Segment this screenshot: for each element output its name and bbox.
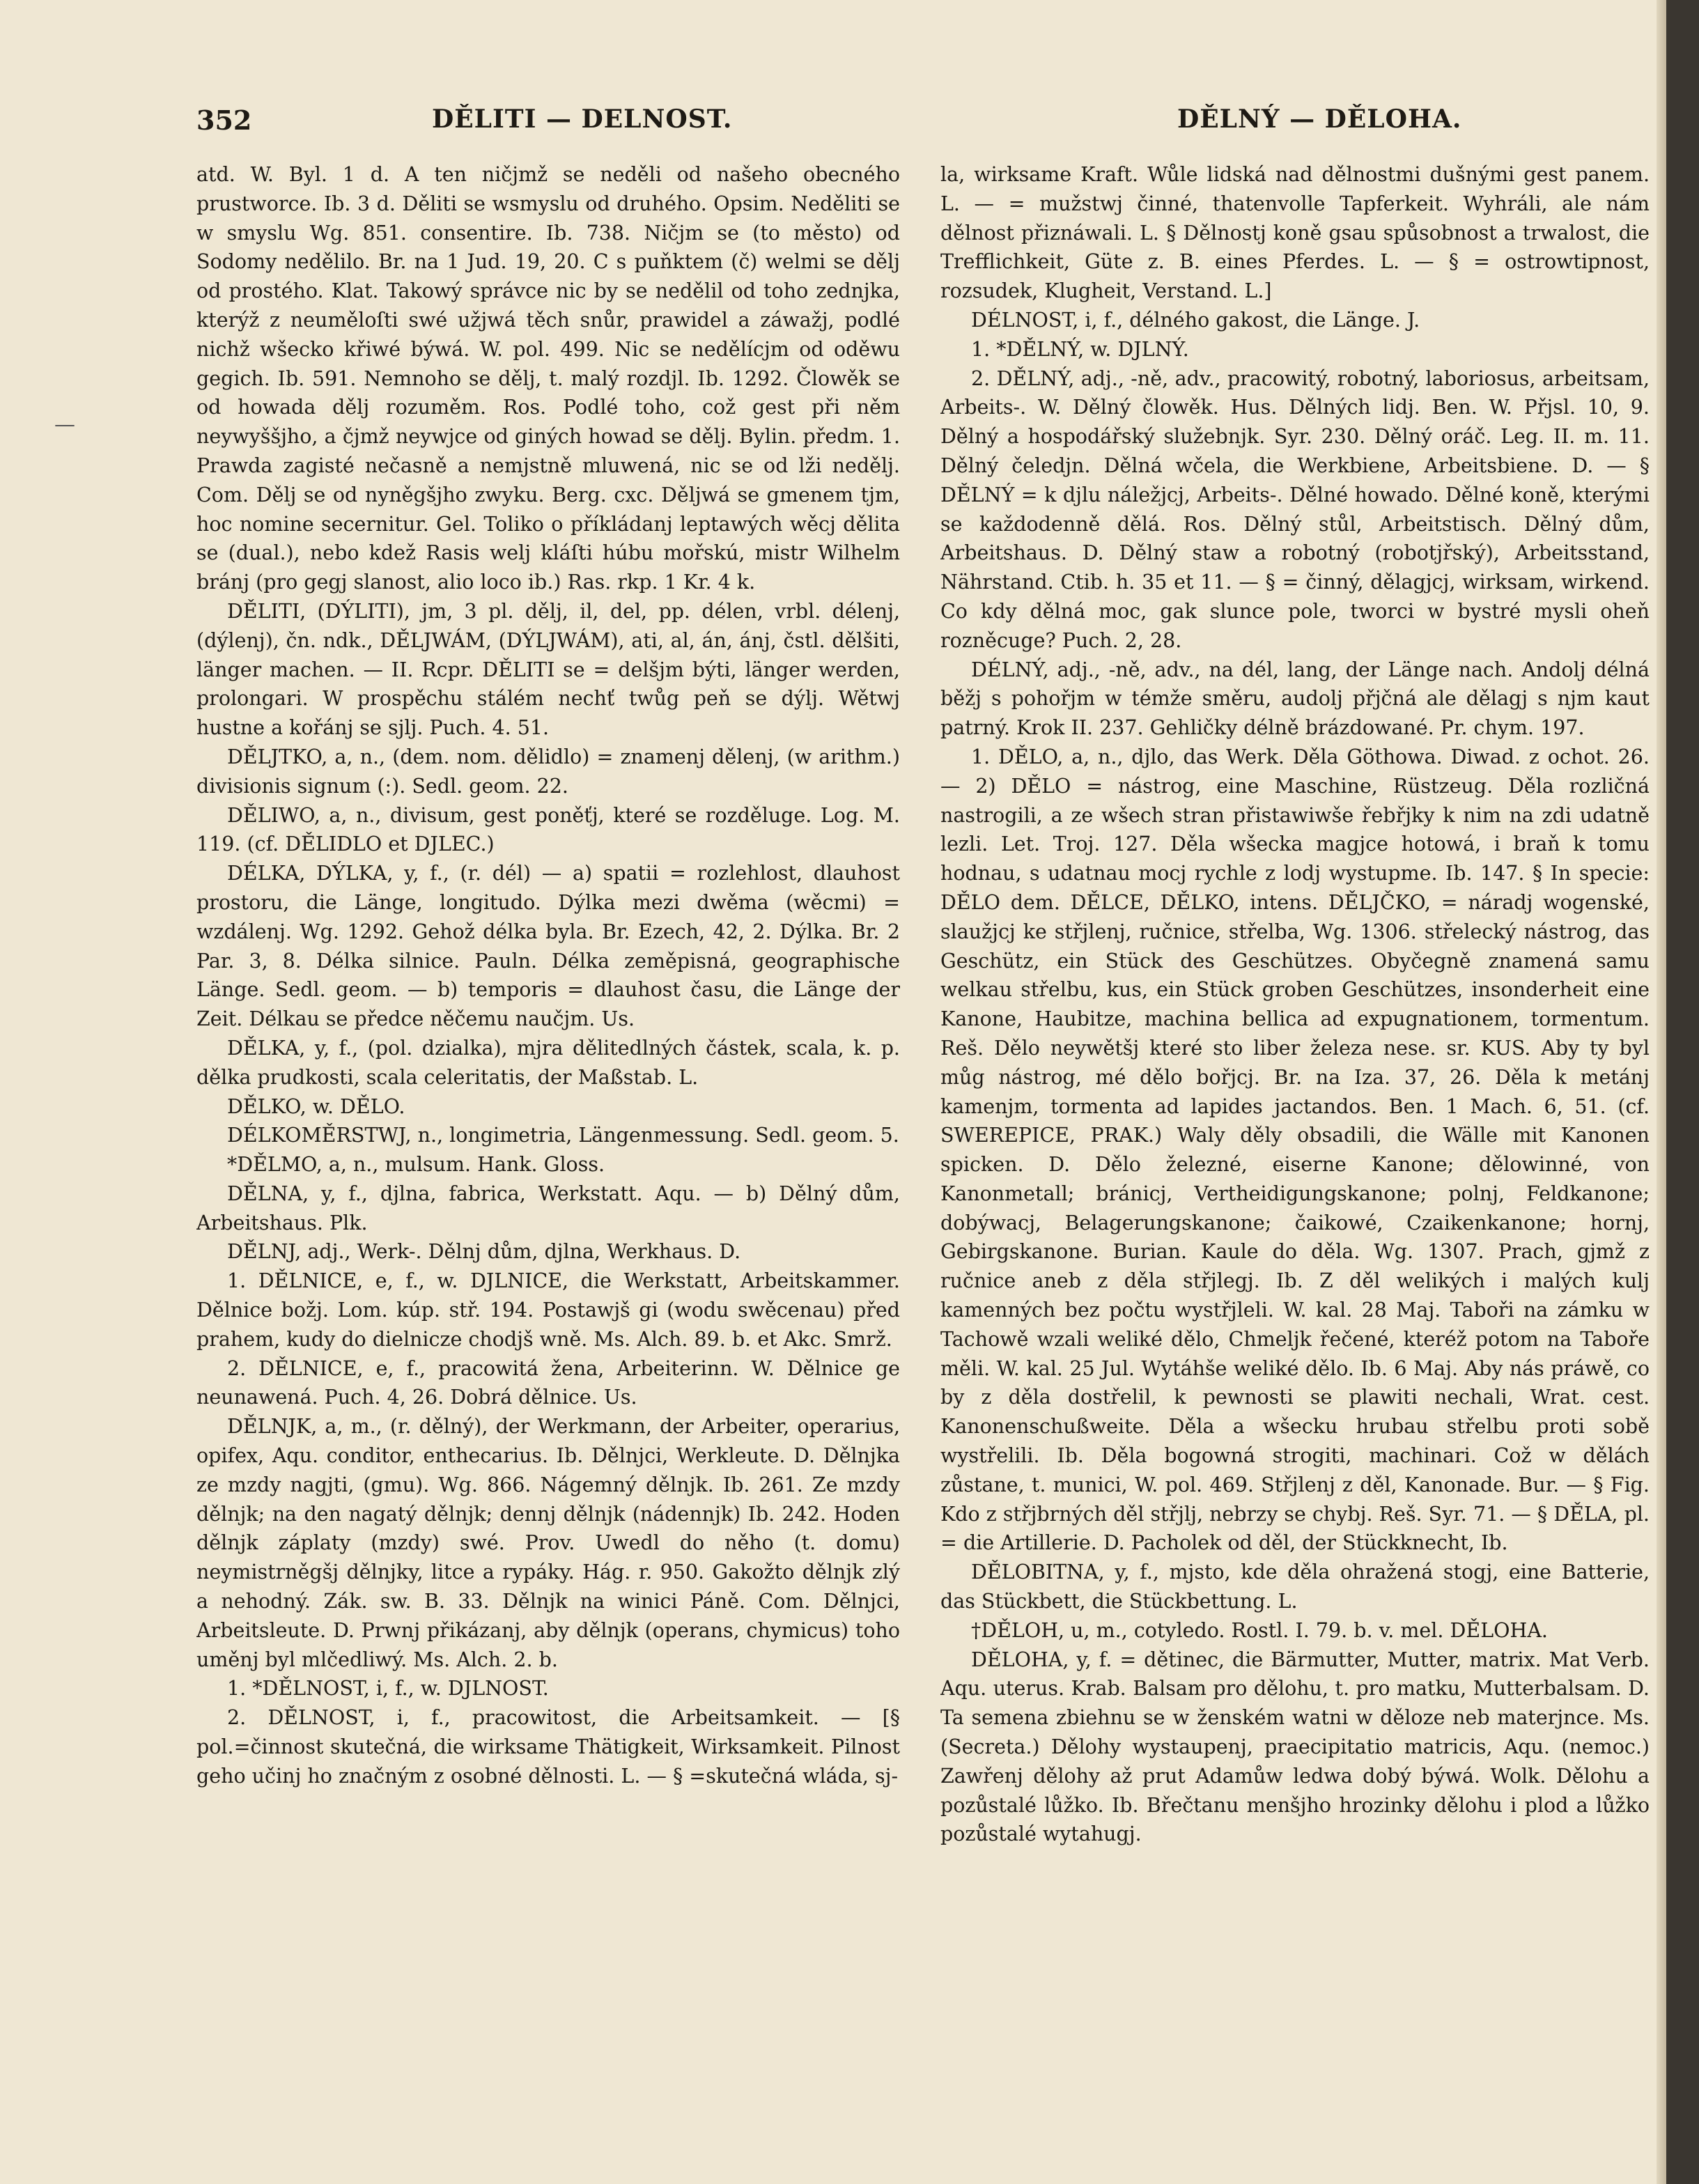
book-edge — [1666, 0, 1699, 2184]
right-running-head: DĚLNÝ — DĚLOHA. — [1177, 104, 1462, 134]
dictionary-entry: DĚLKO, w. DĚLO. — [227, 1094, 405, 1118]
dictionary-entry: DĚLJTKO, a, n., (dem. nom. dělidlo) = znamenj dělenj, (w arithm.) divisionis signum (:). Sedl. geom. 22. — [196, 745, 900, 798]
dictionary-entry: DĚLNJ, adj., Werk-. Dělnj dům, djlna, Werkhaus. D. — [227, 1240, 741, 1264]
dictionary-entry: atd. W. Byl. 1 d. A ten ničjmž se neděli od našeho obecného prustworce. Ib. 3 d. Děliti se wsmyslu od druhého. Opsim. Neděliti se w smyslu Wg. 851. consentire. Ib. 738. Ničjm se (to město) od Sodomy nedělilo. Br. na 1 Jud. 19, 20. C s puňktem (č) welmi se dělj od prostého. Klat. Takowý správce nic by se nedělil od toho zednjka, kterýž z neuměloſti swé užjwá těch snůr, prawidel a záwažj, podlé nichž wšecko křiwé býwá. W. pol. 499. Nic se nedělícjm od oděwu gegich. Ib. 591. Nemnoho se dělj, t. malý rozdjl. Ib. 1292. Člowěk se od howada dělj rozuměm. Ros. Podlé toho, což gest při něm neywyššjho, a čjmž neywjce od giných howad se dělj. Bylin. předm. 1. Prawda zagisté nečasně a nemjstně mluwená, nic se od lži nedělj. Com. Dělj se od nyněgšjho zwyku. Berg. cxc. Děljwá se gmenem tjm, hoc nomine secernitur. Gel. Toliko o příkládanj leptawých wěcj dělita se (dual.), nebo kdež Rasis welj kláſti húbu mořskú, mistr Wilhelm bránj (pro gegj slanost, alio loco ib.) Ras. rkp. 1 Kr. 4 k. — [196, 163, 900, 594]
dictionary-entry: DĚLNA, y, f., djlna, fabrica, Werkstatt. Aqu. — b) Dělný dům, Arbeitshaus. Plk. — [196, 1182, 900, 1234]
dictionary-entry: 1. DĚLO, a, n., djlo, das Werk. Děla Göthowa. Diwad. z ochot. 26. — 2) DĚLO = nástrog, eine Maschine, Rüstzeug. Děla rozličná nastrogili, a ze wšech stran přistawiwše řebřjky k nim na zdi udatně lezli. Let. Troj. 127. Děla wšecka magjce hotowá, i braň k tomu hodnau, s udatnau mocj rychle z lodj wystupme. Ib. 147. § In specie: DĚLO dem. DĚLCE, DĚLKO, intens. DĚLJČKO, = náradj wogenské, slaužjcj ke střjlenj, ručnice, střelba, Wg. 1306. střelecký nástrog, das Geschütz, ein Stück des Geschützes. Obyčegně znamená samu welkau střelbu, kus, ein Stück groben Geschützes, insonderheit eine Kanone, Haubitze, machina bellica ad expugnationem, tormentum. Reš. Dělo neywětšj které sto liber železa nese. sr. KUS. Aby ty byl můg nástrog, mé dělo bořjcj. Br. na Iza. 37, 26. Děla k metánj kamenjm, tormenta ad lapides jactandos. Ben. 1 Mach. 6, 51. (cf. SWEREPICE, PRAK.) Waly děly obsadili, die Wälle mit Kanonen spicken. D. Dělo železné, eiserne Kanone; dělowinné, von Kanonmetall; bránicj, Vertheidigungskanone; polnj, Feldkanone; dobýwacj, Belagerungskanone; čaikowé, Czaikenkanone; hornj, Gebirgskanone. Burian. Kaule do děla. Wg. 1307. Prach, gjmž z ručnice aneb z děla střjlegj. Ib. Z děl welikých i malých kulj kamenných bez počtu wystřjleli. W. kal. 28 Maj. Taboři na zámku w Tachowě wzali weliké dělo, Chmeljk řečené, kteréž potom na Taboře měli. W. kal. 25 Jul. Wytáhše weliké dělo. Ib. 6 Maj. Aby nás práwě, co by z děla dostřelil, k pewnosti se plawiti nechali, Wrat. cest. Kanonenschußweite. Děla a wšecku hrubau střelbu proti sobě wystřelili. Ib. Děla bogowná strogiti, machinari. Což w dělách zůstane, t. munici, W. pol. 469. Střjlenj z děl, Kanonade. Bur. — § Fig. Kdo z střjbrných děl střjlj, nebrzy se chybj. Reš. Syr. 71. — § DĚLA, pl. = die Artillerie. D. Pacholek od děl, der Stückknecht, Ib. — [940, 745, 1650, 1555]
dictionary-entry: DÉLNÝ, adj., -ně, adv., na dél, lang, der Länge nach. Andolj délná běžj s pohořjm w témže směru, audolj přjčná ale dělagj s njm kaut patrný. Krok II. 237. Gehličky délně brázdowané. Pr. chym. 197. — [940, 658, 1650, 740]
dictionary-entry: DÉLKA, DÝLKA, y, f., (r. dél) — a) spatii = rozlehlost, dlauhost prostoru, die Länge, longitudo. Dýlka mezi dwěma (wěcmi) = wzdálenj. Wg. 1292. Gehož délka byla. Br. Ezech, 42, 2. Dýlka. Br. 2 Par. 3, 8. Délka silnice. Pauln. Délka zeměpisná, geographische Länge. Sedl. geom. — b) temporis = dlauhost času, die Länge der Zeit. Délkau se předce něčemu naučjm. Us. — [196, 862, 900, 1031]
dictionary-entry: 1. *DĚLNOST, i, f., w. DJLNOST. — [227, 1677, 549, 1701]
dictionary-entry: DĚLKA, y, f., (pol. dzialka), mjra dělitedlných částek, scala, k. p. dělka prudkosti, scala celeritatis, der Maßstab. L. — [196, 1036, 900, 1089]
margin-mark: — — [54, 412, 75, 437]
dictionary-entry: DĚLNJK, a, m., (r. dělný), der Werkmann, der Arbeiter, operarius, opifex, Aqu. conditor, enthecarius. Ib. Dělnjci, Werkleute. D. Dělnjka ze mzdy nagjti, (gmu). Wg. 866. Nágemný dělnjk. Ib. 261. Ze mzdy dělnjk; na den nagatý dělnjk; dennj dělnjk (nádennjk) Ib. 242. Hoden dělnjk záplaty (mzdy) swé. Prov. Uwedl do něho (t. domu) neymistrněgšj dělnjky, litce a rypáky. Hág. r. 950. Gakožto dělnjk zlý a nehodný. Zák. sw. B. 33. Dělnjk na winici Páně. Com. Dělnjci, Arbeitsleute. D. Prwnj přikázanj, aby dělnjk (operans, chymicus) toho uměnj byl mlčedliwý. Ms. Alch. 2. b. — [196, 1415, 900, 1671]
dictionary-entry: *DĚLMO, a, n., mulsum. Hank. Gloss. — [227, 1153, 605, 1177]
left-running-head: DĚLITI — DELNOST. — [432, 104, 733, 134]
dictionary-entry: †DĚLOH, u, m., cotyledo. Rostl. I. 79. b. v. mel. DĚLOHA. — [971, 1618, 1548, 1642]
dictionary-entry: DÉLKOMĚRSTWJ, n., longimetria, Längenmessung. Sedl. geom. 5. — [227, 1124, 899, 1147]
page-number: 352 — [196, 104, 252, 136]
dictionary-entry: DÉLNOST, i, f., délného gakost, die Länge. J. — [971, 308, 1420, 332]
dictionary-entry: 1. *DĚLNÝ, w. DJLNÝ. — [971, 337, 1189, 361]
dictionary-entry: 2. DĚLNÝ, adj., -ně, adv., pracowitý, robotný, laboriosus, arbeitsam, Arbeits-. W. Dělný člowěk. Hus. Dělných lidj. Ben. W. Přjsl. 10, 9. Dělný a hospodářský služebnjk. Syr. 230. Dělný oráč. Leg. II. m. 11. Dělný čeledjn. Dělná wčela, die Werkbiene, Arbeitsbiene. D. — § DĚLNÝ = k djlu náležjcj, Arbeits-. Dělné howado. Dělné koně, kterými se každodenně dělá. Ros. Dělný stůl, Arbeitstisch. Dělný dům, Arbeitshaus. D. Dělný staw a robotný (robotjřský), Arbeitsstand, Nährstand. Ctib. h. 35 et 11. — § = činný, dělagjcj, wirksam, wirkend. Co kdy dělná moc, gak slunce pole, tworci w bystré mysli oheň rozněcuge? Puch. 2, 28. — [940, 366, 1650, 652]
dictionary-entry: DĚLOBITNA, y, f., mjsto, kde děla ohražená stogj, eine Batterie, das Stückbett, die Stückbettung. L. — [940, 1560, 1650, 1613]
dictionary-entry: 2. DĚLNICE, e, f., pracowitá žena, Arbeiterinn. W. Dělnice ge neunawená. Puch. 4, 26. Dobrá dělnice. Us. — [196, 1356, 900, 1409]
dictionary-entry: DĚLIWO, a, n., divisum, gest poněťj, které se rozděluge. Log. M. 119. (cf. DĚLIDLO et DJLEC.) — [196, 803, 900, 856]
dictionary-entry: 2. DĚLNOST, i, f., pracowitost, die Arbeitsamkeit. — [§ pol.=činnost skutečná, die wirksame Thätigkeit, Wirksamkeit. Pilnost geho učinj ho značným z osobné dělnosti. L. — § =skutečná wláda, sj- — [196, 1706, 900, 1788]
dictionary-entry: DĚLOHA, y, f. = dětinec, die Bärmutter, Mutter, matrix. Mat Verb. Aqu. uterus. Krab. Balsam pro dělohu, t. pro matku, Mutterbalsam. D. Ta semena zbiehnu se w ženském watni w děloze neb materjnce. Ms. (Secreta.) Dělohy wystaupenj, praecipitatio matricis, Aqu. (nemoc.) Zawřenj dělohy až prut Adamůw ledwa dobý býwá. Wolk. Dělohu a pozůstalé lůžko. Ib. Břečtanu menšjho hrozinky dělohu i plod a lůžko pozůstalé wytahugj. — [940, 1648, 1650, 1846]
dictionary-entry: DĚLITI, (DÝLITI), jm, 3 pl. dělj, il, del, pp. délen, vrbl. délenj, (dýlenj), čn. ndk., DĚLJWÁM, (DÝLJWÁM), ati, al, án, ánj, čstl. dělšiti, länger machen. — II. Rcpr. DĚLITI se = delšjm býti, länger werden, prolongari. W prospěchu stálém nechť twůg peň se dýlj. Wětwj hustne a kořánj se sjlj. Puch. 4. 51. — [196, 599, 900, 740]
page-header — [0, 104, 1672, 146]
right-column — [940, 160, 1650, 2167]
left-column — [196, 160, 900, 2167]
dictionary-entry: 1. DĚLNICE, e, f., w. DJLNICE, die Werkstatt, Arbeitskammer. Dělnice božj. Lom. kúp. stř. 194. Postawjš gi (wodu swěcenau) před prahem, kudy do dielnicze chodjš wně. Ms. Alch. 89. b. et Akc. Smrž. — [196, 1269, 900, 1351]
dictionary-entry: la, wirksame Kraft. Wůle lidská nad dělnostmi dušnými gest panem. L. — = mužstwj činné, thatenvolle Tapferkeit. Wyhráli, ale nám dělnost přiznáwali. L. § Dělnostj koně gsau spůsobnost a trwalost, die Trefflichkeit, Güte z. B. eines Pferdes. L. — § = ostrowtipnost, rozsudek, Klugheit, Verstand. L.] — [940, 163, 1650, 303]
